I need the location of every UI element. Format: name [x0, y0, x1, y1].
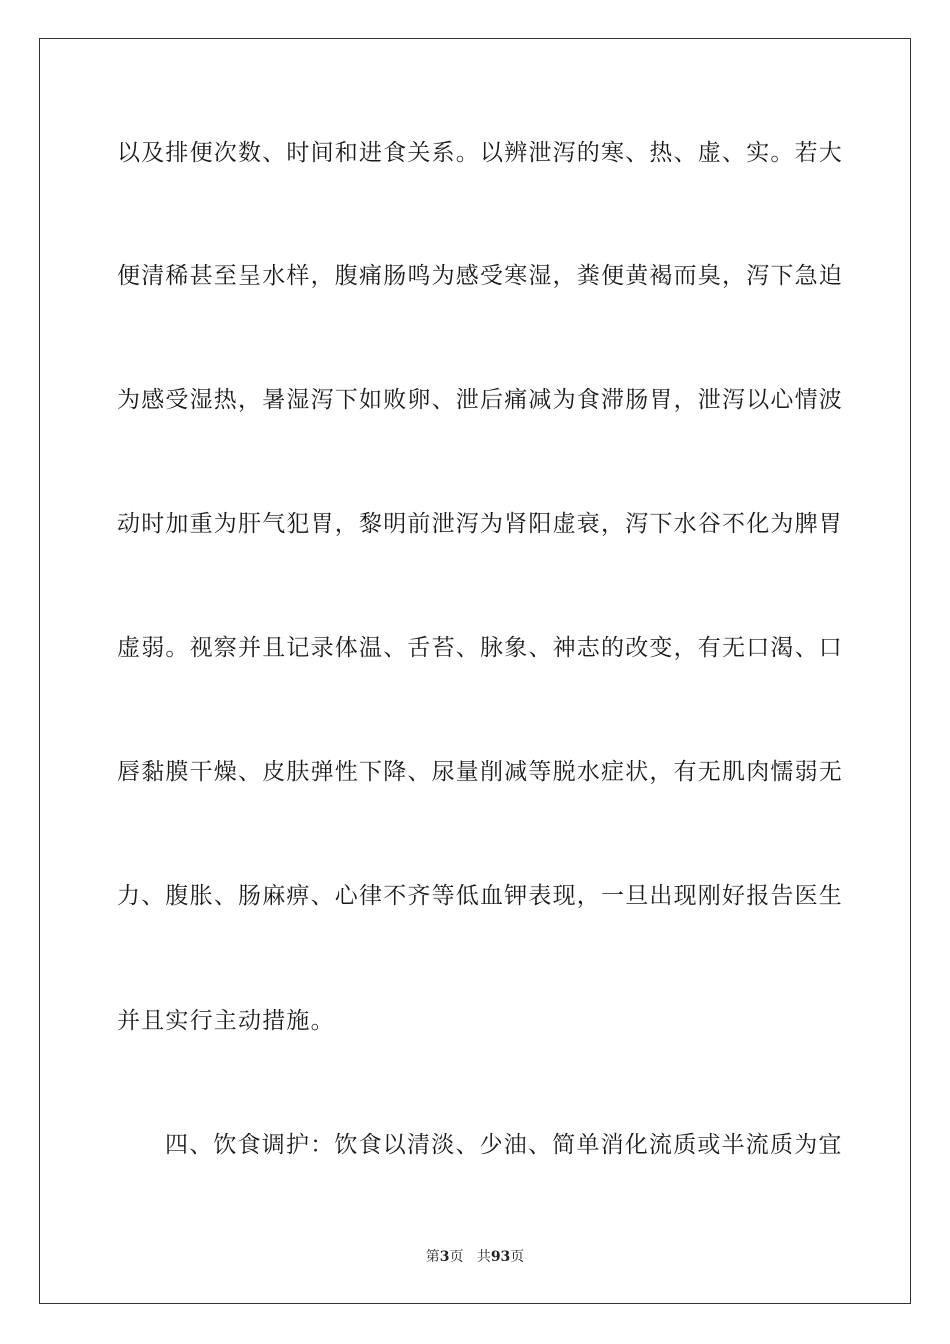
page-footer — [0, 1248, 950, 1266]
footer-total-suffix: 页 — [510, 1249, 525, 1265]
body-text-line-7: 力、腹胀、肠麻痹、心律不齐等低血钾表现，一旦出现刚好报告医生 — [117, 883, 843, 909]
section-heading-line: 四、饮食调护：饮食以清淡、少油、简单消化流质或半流质为宜 — [165, 1132, 843, 1158]
footer-page-number: 3 — [439, 1249, 450, 1265]
footer-total-prefix: 共 — [476, 1249, 491, 1265]
body-text-line-5: 虚弱。视察并且记录体温、舌苔、脉象、神志的改变，有无口渴、口 — [117, 635, 843, 661]
body-text-line-2: 便清稀甚至呈水样，腹痛肠鸣为感受寒湿，粪便黄褐而臭，泻下急迫 — [117, 263, 843, 289]
footer-page-prefix: 第 — [425, 1249, 440, 1265]
body-text-line-8: 并且实行主动措施。 — [117, 1008, 335, 1034]
body-text-line-6: 唇黏膜干燥、皮肤弹性下降、尿量削减等脱水症状，有无肌肉懦弱无 — [117, 759, 843, 785]
body-text-line-1: 以及排便次数、时间和进食关系。以辨泄泻的寒、热、虚、实。若大 — [117, 140, 843, 166]
footer-total-pages: 93 — [490, 1249, 511, 1265]
page-border — [39, 38, 911, 1304]
body-text-line-4: 动时加重为肝气犯胃，黎明前泄泻为肾阳虚衰，泻下水谷不化为脾胃 — [117, 511, 843, 537]
body-text-line-3: 为感受湿热，暑湿泻下如败卵、泄后痛减为食滞肠胃，泄泻以心情波 — [117, 387, 843, 413]
footer-page-suffix: 页 — [449, 1249, 464, 1265]
